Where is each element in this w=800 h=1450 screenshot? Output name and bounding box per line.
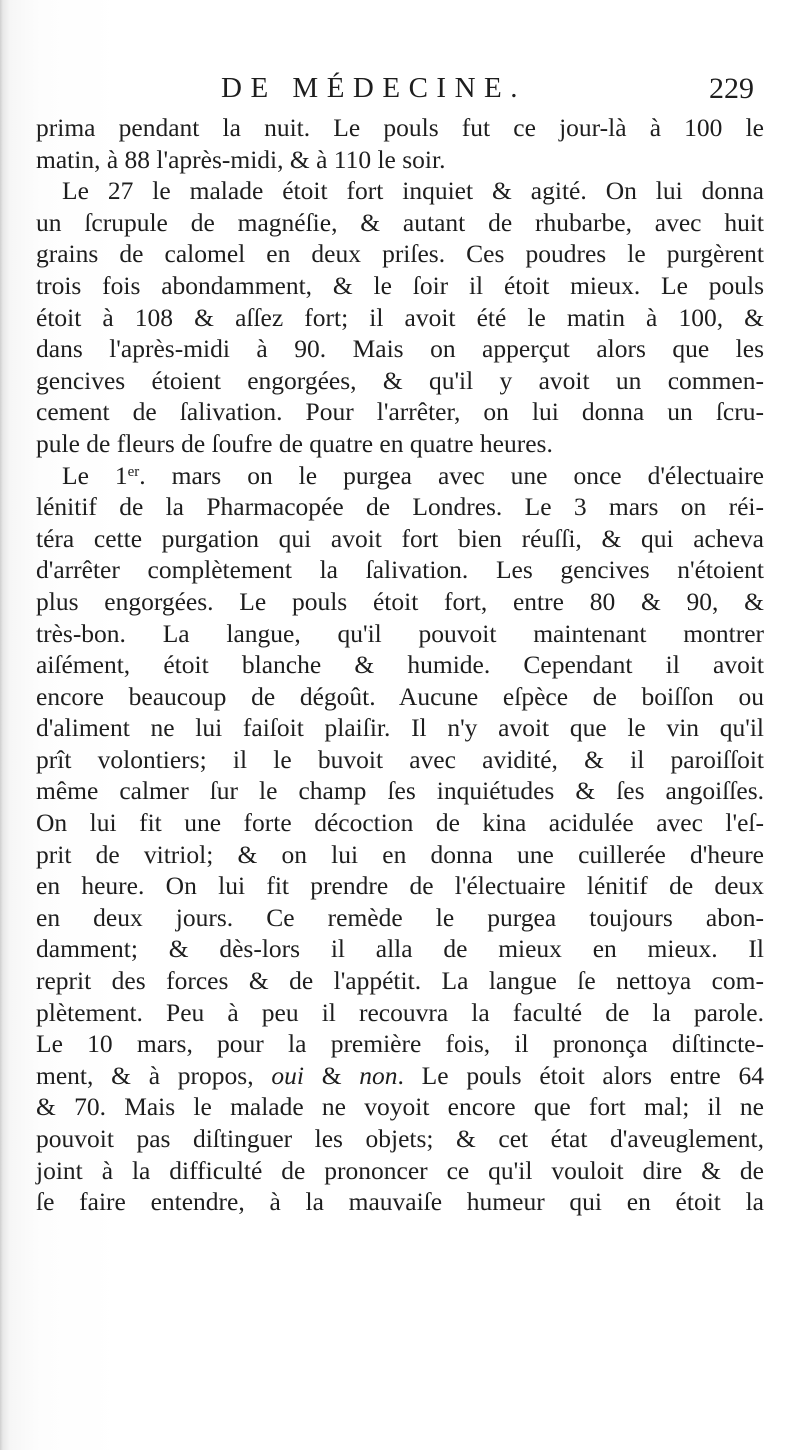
text-line: encore beaucoup de dégoût. Aucune eſpèce de boiſſon ou [36,681,764,711]
text-line: aiſément, étoit blanche & humide. Cependant il avoit [36,650,764,680]
text-line: Le 10 mars, pour la première fois, il prononça diſtincte- [36,1029,764,1059]
text-line: joint à la difficulté de prononcer ce qu'il vouloit dire & de [36,1155,764,1185]
text-line: reprit des forces & de l'appétit. La langue ſe nettoya com- [36,966,764,996]
text-line: plus engorgées. Le pouls étoit fort, entre 80 & 90, & [36,586,764,616]
text-line: d'arrêter complètement la ſalivation. Les gencives n'étoient [36,555,764,585]
text-segment: ment, & à propos, [36,1060,272,1090]
body-text [36,112,764,1218]
text-line: prima pendant la nuit. Le pouls fut ce jour-là à 100 le [36,113,764,142]
text-line: même calmer ſur le champ ſes inquiétudes & ſes angoiſſes. [36,776,764,806]
text-segment: . mars on le purgea avec une once d'électuaire [139,460,764,490]
text-segment: . Le pouls étoit alors entre 64 [397,1060,764,1090]
text-line [36,1060,764,1092]
running-title: DE MÉDECINE. [221,72,526,104]
text-line: ſe faire entendre, à la mauvaiſe humeur qui en étoit la [36,1187,764,1217]
ordinal-superscript: er [127,463,140,480]
text-line: en heure. On lui fit prendre de l'électuaire lénitif de deux [36,871,764,901]
text-line: prit de vitriol; & on lui en donna une cuillerée d'heure [36,839,764,869]
text-line: gencives étoient engorgées, & qu'il y avoit un commen- [36,365,764,395]
text-line: d'aliment ne lui faiſoit plaiſir. Il n'y avoit que le vin qu'il [36,713,764,743]
text-segment: Le 1 [62,460,128,490]
text-line: Le 27 le malade étoit fort inquiet & agité. On lui donna [62,176,764,206]
text-line: grains de calomel en deux priſes. Ces poudres le purgèrent [36,239,764,269]
page-number: 229 [709,72,754,105]
text-line: pouvoit pas diſtinguer les objets; & cet état d'aveuglement, [36,1124,764,1153]
text-line: matin, à 88 l'après-midi, & à 110 le soir. [36,144,446,174]
text-line: prît volontiers; il le buvoit avec avidité, & il paroiſſoit [36,744,764,774]
text-line: cement de ſalivation. Pour l'arrêter, on lui donna un ſcru- [36,397,764,427]
italic-word: oui [271,1060,304,1090]
text-line: On lui fit une forte décoction de kina acidulée avec l'eſ- [36,808,764,838]
text-line [36,460,764,492]
text-line: pule de fleurs de ſoufre de quatre en quatre heures. [36,428,553,458]
text-line: lénitif de la Pharmacopée de Londres. Le 3 mars on réi- [36,492,764,522]
text-line: très-bon. La langue, qu'il pouvoit maintenant montrer [36,618,764,648]
text-line: téra cette purgation qui avoit fort bien réuſſi, & qui acheva [36,523,764,553]
text-line: étoit à 108 & aſſez fort; il avoit été le matin à 100, & [36,302,764,332]
text-segment: & [303,1060,360,1090]
text-line: & 70. Mais le malade ne voyoit encore que fort mal; il ne [36,1092,764,1122]
page-header [36,72,764,112]
text-line: trois fois abondamment, & le ſoir il étoit mieux. Le pouls [36,270,764,300]
text-line: en deux jours. Ce remède le purgea toujours abon- [36,902,764,932]
italic-word: non [359,1060,398,1090]
text-line: un ſcrupule de magnéſie, & autant de rhubarbe, avec huit [36,207,764,237]
text-line: damment; & dès-lors il alla de mieux en mieux. Il [36,934,764,964]
text-line: dans l'après-midi à 90. Mais on apperçut alors que les [36,334,764,364]
text-line: plètement. Peu à peu il recouvra la faculté de la parole. [36,997,764,1027]
